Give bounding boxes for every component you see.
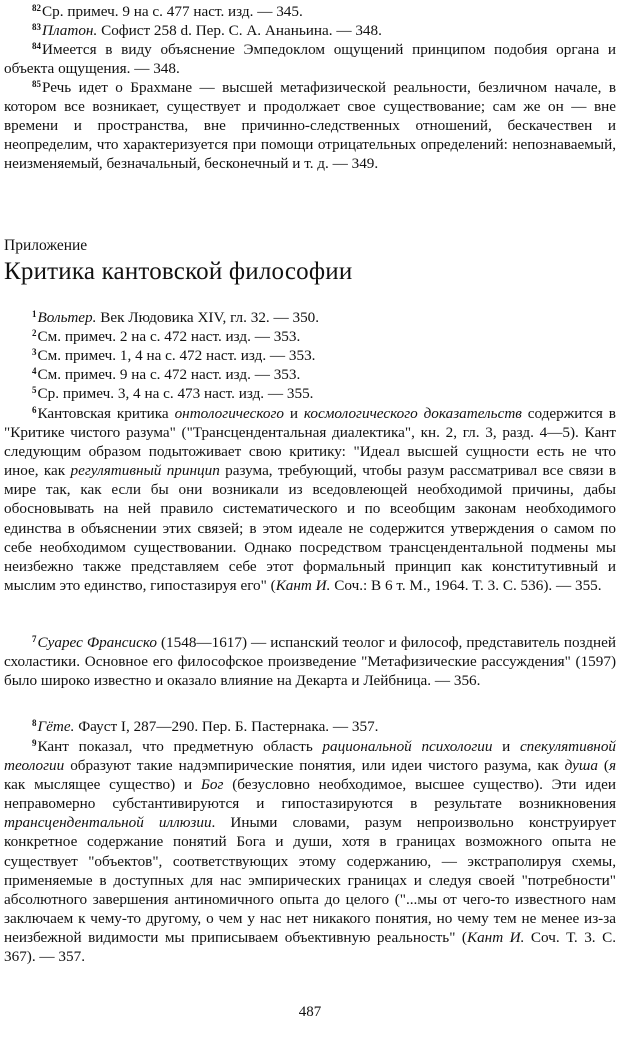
note-4 xyxy=(4,365,616,384)
note-emphasis: душа xyxy=(564,757,598,775)
note-author: Гёте. xyxy=(37,718,75,735)
note-emphasis: космологического доказательств xyxy=(303,405,522,422)
page-number: 487 xyxy=(298,1004,322,1020)
note-text: (1548—1617) — испанский теолог и философ, представитель поздней схоластики. Основное его философское произведение "Метафизические рассуждения" (1597) было широко известно и оказало влияние на Декарта и Лейбница. — 356. xyxy=(4,634,616,690)
note-emphasis: спекулятивной теологии xyxy=(4,738,617,775)
note-number: 4 xyxy=(32,366,37,376)
note-number: 2 xyxy=(32,328,37,338)
note-text: разума, требующий, чтобы разум рассматривал все связи в мире так, как если бы они возникали из вседовлеющей необходимой причины, дабы обосновывать на ней правило систематического и по всеобщим законам необходимого единства в объяснении этих связей; в этом идеале не содержится утверждения о самом по себе необходимом существовании. Однако посредством трансцендентальной подмены мы неизбежно также представляем себе этот формальный принцип как конститутивный и мыслим это единство, гипостазируя его" ( xyxy=(4,462,616,594)
note-number: 7 xyxy=(32,634,37,644)
footnote-83 xyxy=(4,21,616,40)
note-text: образуют такие надэмпирические понятия, или идеи чистого разума, как xyxy=(64,757,565,775)
note-author: Суарес Франсиско xyxy=(37,634,157,651)
note-text: и xyxy=(492,738,520,755)
note-number: 9 xyxy=(32,738,37,748)
note-2 xyxy=(4,327,616,346)
footnote-number: 84 xyxy=(32,41,41,51)
note-emphasis: я xyxy=(608,757,617,775)
note-text: См. примеч. 9 на с. 472 наст. изд. — 353. xyxy=(37,366,301,383)
note-number: 5 xyxy=(32,385,37,395)
note-8 xyxy=(4,717,616,736)
footnote-text: Ср. примеч. 9 на с. 477 наст. изд. — 345. xyxy=(42,3,303,20)
note-text: ( xyxy=(597,757,609,775)
footnote-84 xyxy=(4,40,616,78)
note-author: Кант И. xyxy=(275,576,331,594)
note-3 xyxy=(4,346,616,365)
note-text: Век Людовика XIV, гл. 32. — 350. xyxy=(96,309,320,326)
footnote-text: Имеется в виду объяснение Эмпедоклом ощущений принципом подобия органа и объекта ощущения. — 348. xyxy=(4,41,616,78)
note-author: Вольтер. xyxy=(37,309,97,326)
note-5 xyxy=(4,384,616,403)
section-title: Критика кантовской философии xyxy=(4,258,353,285)
note-text: Кант показал, что предметную область xyxy=(37,738,323,755)
note-number: 6 xyxy=(32,405,37,415)
footnote-number: 83 xyxy=(32,22,41,32)
footnote-number: 82 xyxy=(32,3,41,13)
note-emphasis: рациональной психологии xyxy=(322,738,493,755)
note-number: 3 xyxy=(32,347,37,357)
footnote-number: 85 xyxy=(32,79,41,89)
note-emphasis: онтологического xyxy=(174,405,284,422)
note-number: 8 xyxy=(32,718,37,728)
note-emphasis: трансцендентальной иллюзии xyxy=(4,814,212,832)
note-emphasis: Бог xyxy=(200,776,224,794)
note-text: Соч. Т. 3. С. 367). — 357. xyxy=(4,928,617,966)
footnote-text: Речь идет о Брахмане — высшей метафизической реальности, безличном начале, в котором все возникает, существует и продолжает свое существование; сам же он — вне времени и пространства, вне причинно-следственных отношений, бескачествен и неопределим, что характеризуется при помощи отрицательных определений: непознаваемый, неизменяемый, безначальный, бесконечный и т. д. — 349. xyxy=(4,79,616,173)
footnote-85 xyxy=(4,78,616,173)
note-emphasis: регулятивный принцип xyxy=(70,462,220,480)
note-text: См. примеч. 1, 4 на с. 472 наст. изд. — 353. xyxy=(37,347,316,364)
note-1 xyxy=(4,308,616,327)
note-text: (безусловно необходимое, высшее существо). Эти идеи неправомерно субстантивируются и гипостазируются в результате возникновения xyxy=(4,776,616,813)
section-label: Приложение xyxy=(4,237,88,254)
note-author: Кант И. xyxy=(466,928,525,946)
note-9 xyxy=(4,737,616,966)
note-number: 1 xyxy=(32,309,37,319)
note-text: . Иными словами, разум непроизвольно конструирует конкретное содержание понятий Бога и души, хотя в границах возможного опыта не существует "объектов", соответствующих этому содержанию, — экстраполируя схемы, применяемые в доступных для нас эмпирических границах и следуя своей "потребности" абсолютного завершения антиномичного опыта до целого ("...мы от чего-то известного нам заключаем к чему-то другому, о чем у нас нет никакого понятия, но чему тем не менее из-за неизбежной видимости мы приписываем объективную реальность" ( xyxy=(4,814,617,946)
note-text: Фауст I, 287—290. Пер. Б. Пастернака. — 357. xyxy=(74,718,379,735)
note-text: Кантовская критика xyxy=(37,405,175,422)
footnote-82 xyxy=(4,2,616,21)
note-6 xyxy=(4,404,616,595)
footnote-text: Софист 258 d. Пер. С. А. Ананьина. — 348. xyxy=(97,22,382,39)
footnote-author: Платон. xyxy=(42,22,98,39)
note-text: Соч.: В 6 т. М., 1964. Т. 3. С. 536). — 355. xyxy=(330,576,602,594)
note-text: как мыслящее существо) и xyxy=(4,776,201,794)
note-7 xyxy=(4,633,616,690)
note-text: Ср. примеч. 3, 4 на с. 473 наст. изд. — 355. xyxy=(37,385,314,402)
note-text: См. примеч. 2 на с. 472 наст. изд. — 353. xyxy=(37,328,301,345)
note-text: и xyxy=(283,405,304,422)
note-text: содержится в "Критике чистого разума" ("Трансцендентальная диалектика", кн. 2, гл. 3, разд. 4—5). Кант следующим образом подытоживает свою критику: "Идеал высшей сущности есть не что иное, как xyxy=(4,405,616,480)
